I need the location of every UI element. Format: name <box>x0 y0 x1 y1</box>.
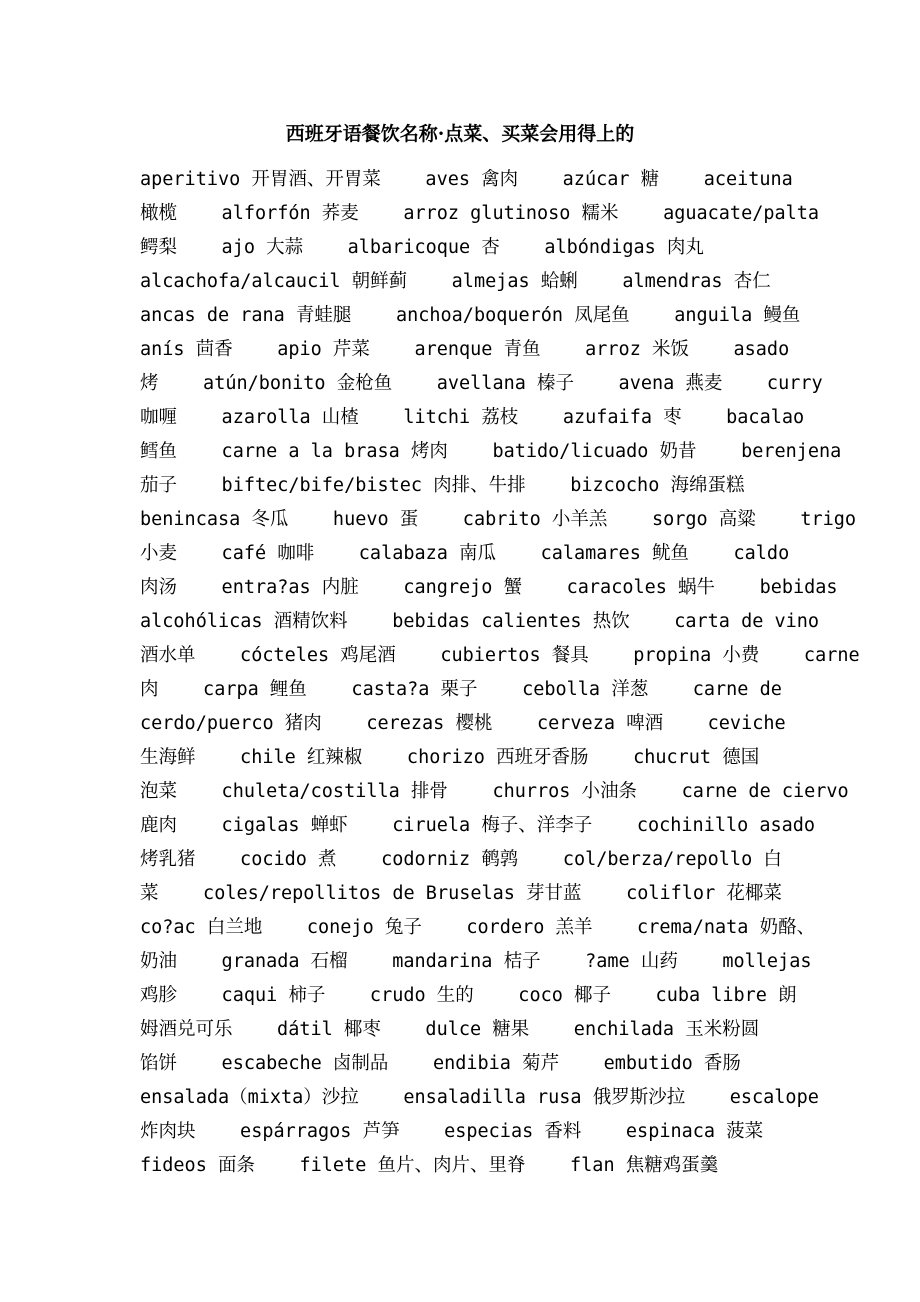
vocabulary-line: 生海鲜 chile 红辣椒 chorizo 西班牙香肠 chucrut 德国 <box>140 747 760 768</box>
vocabulary-line: 茄子 biftec/bife/bistec 肉排、牛排 bizcocho 海绵蛋糕 <box>140 475 745 496</box>
vocabulary-line: benincasa 冬瓜 huevo 蛋 cabrito 小羊羔 sorgo 高粱 trigo <box>140 509 857 530</box>
vocabulary-line: anís 茴香 apio 芹菜 arenque 青鱼 arroz 米饭 asado <box>140 339 790 360</box>
vocabulary-line: 鳕鱼 carne a la brasa 烤肉 batido/licuado 奶昔 berenjena <box>140 441 842 462</box>
vocabulary-line: 橄榄 alforfón 荞麦 arroz glutinoso 糯米 aguacate/palta <box>140 203 820 224</box>
vocabulary-line: 菜 coles/repollitos de Bruselas 芽甘蓝 coliflor 花椰菜 <box>140 883 782 904</box>
vocabulary-line: 姆酒兑可乐 dátil 椰枣 dulce 糖果 enchilada 玉米粉圆 <box>140 1019 760 1040</box>
vocabulary-line: alcachofa/alcaucil 朝鲜蓟 almejas 蛤蜊 almendras 杏仁 <box>140 271 771 292</box>
vocabulary-line: 泡菜 chuleta/costilla 排骨 churros 小油条 carne de ciervo <box>140 781 849 802</box>
vocabulary-line: 烤乳猪 cocido 煮 codorniz 鹌鹑 col/berza/repollo 白 <box>140 849 782 870</box>
vocabulary-line: fideos 面条 filete 鱼片、肉片、里脊 flan 焦糖鸡蛋羹 <box>140 1155 719 1176</box>
vocabulary-line: 鸡胗 caqui 柿子 crudo 生的 coco 椰子 cuba libre 朗 <box>140 985 797 1006</box>
vocabulary-line: 馅饼 escabeche 卤制品 endibia 菊芹 embutido 香肠 <box>140 1053 741 1074</box>
vocabulary-line: 烤 atún/bonito 金枪鱼 avellana 榛子 avena 燕麦 curry <box>140 373 823 394</box>
vocabulary-line: co?ac 白兰地 conejo 兔子 cordero 羔羊 crema/nata 奶酪、 <box>140 917 816 938</box>
vocabulary-line: 肉汤 entra?as 内脏 cangrejo 蟹 caracoles 蜗牛 bebidas <box>140 577 838 598</box>
vocabulary-line: aperitivo 开胃酒、开胃菜 aves 禽肉 azúcar 糖 aceituna <box>140 169 793 190</box>
vocabulary-line: ancas de rana 青蛙腿 anchoa/boquerón 凤尾鱼 anguila 鳗鱼 <box>140 305 801 326</box>
vocabulary-line: 炸肉块 espárragos 芦笋 especias 香料 espinaca 菠菜 <box>140 1121 764 1142</box>
vocabulary-list <box>140 163 875 1183</box>
vocabulary-line: 肉 carpa 鲤鱼 casta?a 栗子 cebolla 洋葱 carne de <box>140 679 782 700</box>
vocabulary-line: ensalada（mixta）沙拉 ensaladilla rusa 俄罗斯沙拉 escalope <box>140 1087 819 1108</box>
vocabulary-line: 小麦 café 咖啡 calabaza 南瓜 calamares 鱿鱼 caldo <box>140 543 790 564</box>
vocabulary-line: cerdo/puerco 猪肉 cerezas 樱桃 cerveza 啤酒 ceviche <box>140 713 786 734</box>
vocabulary-line: 鳄梨 ajo 大蒜 albaricoque 杏 albóndigas 肉丸 <box>140 237 704 258</box>
vocabulary-line: 奶油 granada 石榴 mandarina 桔子 ?ame 山药 mollejas <box>140 951 812 972</box>
page-title: 西班牙语餐饮名称·点菜、买菜会用得上的 <box>285 123 635 145</box>
vocabulary-line: 鹿肉 cigalas 蝉虾 ciruela 梅子、洋李子 cochinillo asado <box>140 815 816 836</box>
vocabulary-line: 酒水单 cócteles 鸡尾酒 cubiertos 餐具 propina 小费 carne <box>140 645 860 666</box>
vocabulary-line: alcohólicas 酒精饮料 bebidas calientes 热饮 carta de vino <box>140 611 820 632</box>
vocabulary-line: 咖喱 azarolla 山楂 litchi 荔枝 azufaifa 枣 bacalao <box>140 407 805 428</box>
